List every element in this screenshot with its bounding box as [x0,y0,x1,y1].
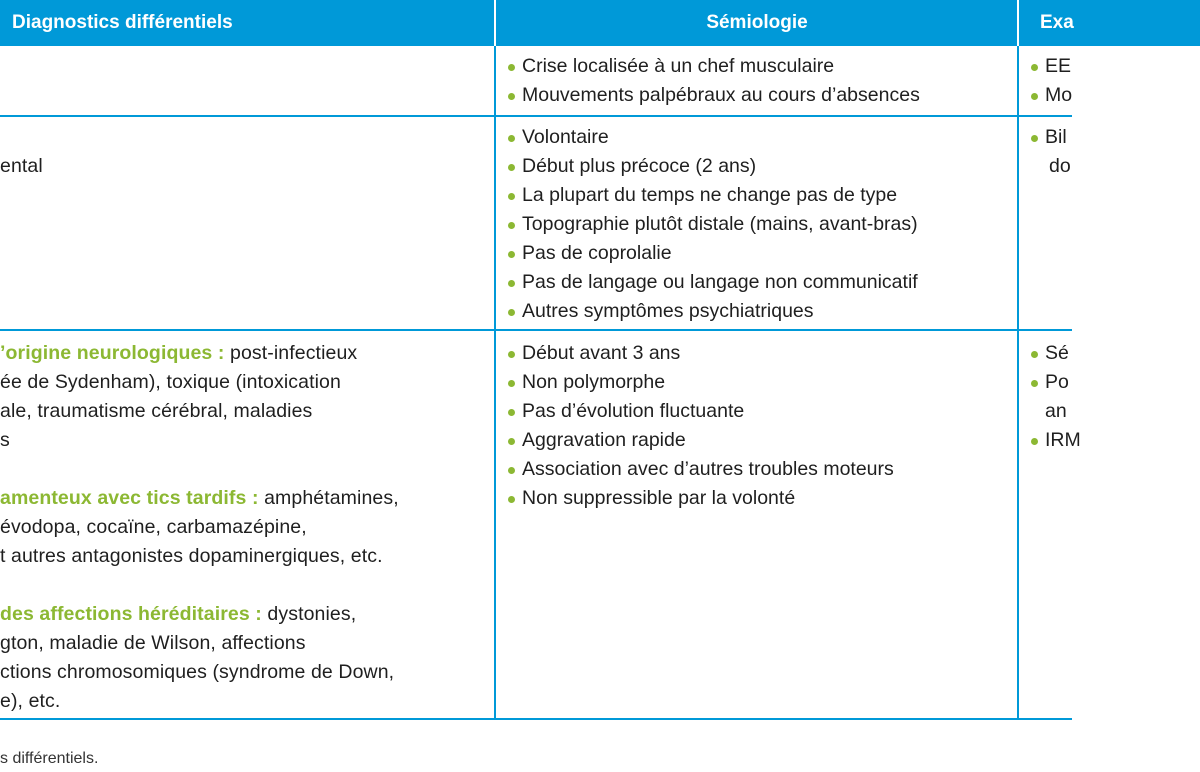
row-divider [0,115,1072,117]
list-item-continuation: an [1045,400,1067,422]
list-item: Po [1031,368,1081,397]
diag-text: amphétamines, [258,487,399,509]
list-item: Association avec d’autres troubles moteurs [508,455,894,484]
row2-examens-list [1031,123,1071,181]
list-item: IRM [1031,426,1081,455]
row1-semiologie-list [508,52,920,110]
header-divider [1017,0,1019,46]
diag-line: ale, traumatisme cérébral, maladies [0,400,313,422]
list-item: Début plus précoce (2 ans) [508,152,918,181]
list-item: Pas de coprolalie [508,239,918,268]
list-item: Mo [1031,81,1072,110]
list-item: Bil [1031,123,1071,152]
list-item: Volontaire [508,123,918,152]
diag-highlight: ’origine neurologiques : [0,342,225,364]
diag-line: s [0,429,10,451]
row3-examens-list [1031,339,1081,455]
diag-line: t autres antagonistes dopaminergiques, etc. [0,545,383,567]
list-item: Autres symptômes psychiatriques [508,297,918,326]
diag-line: évodopa, cocaïne, carbamazépine, [0,516,307,538]
row1-examens-list [1031,52,1072,110]
diag-text: post-infectieux [224,342,358,364]
row3-semiologie-list [508,339,894,513]
list-item: Non polymorphe [508,368,894,397]
row3-diag-block-2 [0,484,399,571]
list-item: Topographie plutôt distale (mains, avant-bras) [508,210,918,239]
row3-diag-block-3 [0,600,394,716]
list-item: La plupart du temps ne change pas de type [508,181,918,210]
row-divider [0,718,1072,720]
row2-diagnostic: ental [0,155,43,177]
list-item: EE [1031,52,1072,81]
list-item: Pas d’évolution fluctuante [508,397,894,426]
row3-diag-block-1 [0,339,357,455]
list-item: Non suppressible par la volonté [508,484,894,513]
column-divider [1017,46,1019,720]
header-semiologie: Sémiologie [706,12,808,33]
row2-semiologie-list [508,123,918,326]
list-item: Aggravation rapide [508,426,894,455]
table-header [0,0,1200,46]
table-caption: s différentiels. [0,750,99,767]
header-examens: Exa [1040,12,1074,33]
diag-text: dystonies, [261,603,357,625]
column-divider [494,46,496,720]
row-divider [0,329,1072,331]
header-diagnostics: Diagnostics différentiels [12,12,233,33]
list-item: Sé [1031,339,1081,368]
list-item: Mouvements palpébraux au cours d’absences [508,81,920,110]
diag-line: e), etc. [0,690,61,712]
list-item: Début avant 3 ans [508,339,894,368]
list-item: Pas de langage ou langage non communicatif [508,268,918,297]
list-item: Crise localisée à un chef musculaire [508,52,920,81]
list-item-continuation: do [1049,155,1071,177]
diag-highlight: amenteux avec tics tardifs : [0,487,259,509]
diag-line: ée de Sydenham), toxique (intoxication [0,371,341,393]
diag-line: gton, maladie de Wilson, affections [0,632,306,654]
diag-line: ctions chromosomiques (syndrome de Down, [0,661,395,683]
diag-highlight: des affections héréditaires : [0,603,262,625]
